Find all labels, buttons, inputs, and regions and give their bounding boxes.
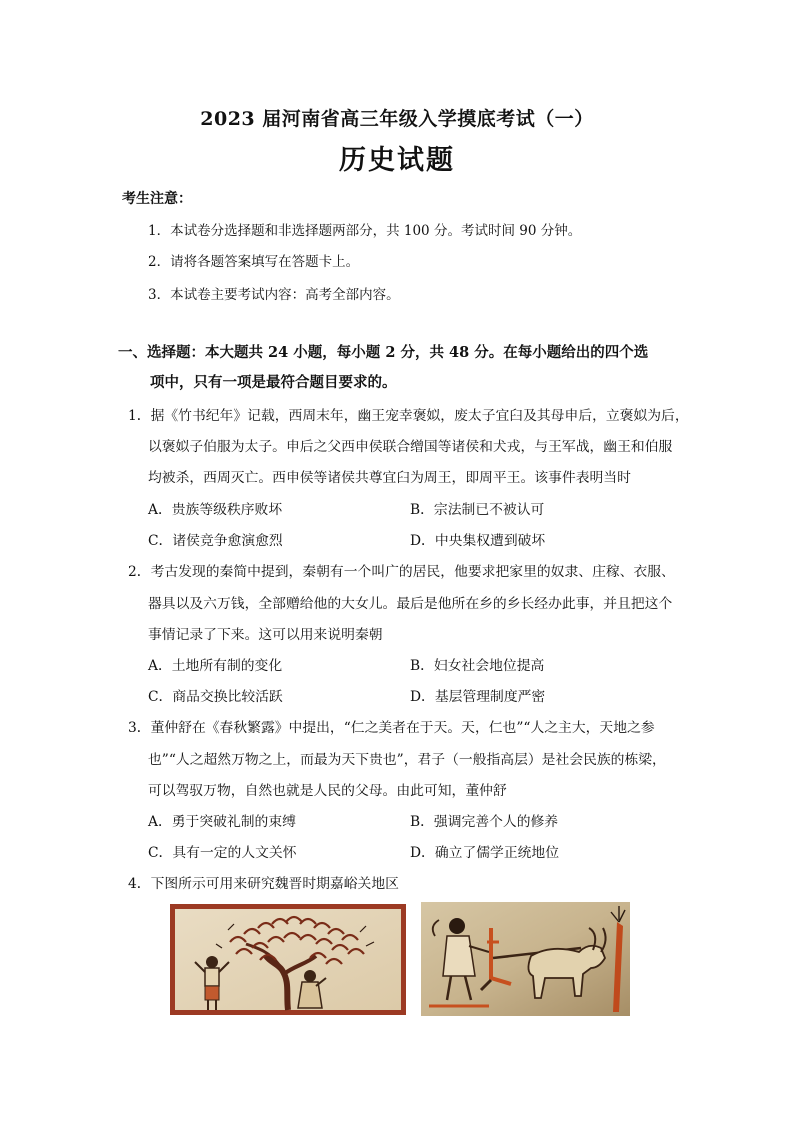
question-1-line: 1．据《竹书纪年》记载，西周末年，幽王宠幸褒姒，废太子宜臼及其母申后，立褒姒为后，: [128, 408, 689, 424]
question-3-line: 可以驾驭万物，自然也就是人民的父母。由此可知，董仲舒: [148, 783, 507, 799]
notice-item: 3．本试卷主要考试内容：高考全部内容。: [148, 287, 400, 303]
exam-title: 2023 届河南省高三年级入学摸底考试（一）: [200, 108, 594, 130]
section-heading: [118, 338, 698, 398]
mural-ox-plowing-image: [421, 902, 630, 1016]
section-heading-line: 一、选择题：本大题共 24 小题，每小题 2 分，共 48 分。在每小题给出的四个选: [118, 344, 649, 361]
question-3-option-c[interactable]: C．具有一定的人文关怀: [148, 845, 297, 861]
question-4-line: 4．下图所示可用来研究魏晋时期嘉峪关地区: [128, 876, 399, 892]
notice-item: 1．本试卷分选择题和非选择题两部分，共 100 分。考试时间 90 分钟。: [148, 223, 582, 239]
question-2-option-b[interactable]: B．妇女社会地位提高: [410, 658, 545, 674]
question-1-line: 均被杀，西周灭亡。西申侯等诸侯共尊宜臼为周王，即周平王。该事件表明当时: [148, 470, 631, 486]
question-2-line: 器具以及六万钱，全部赠给他的大女儿。最后是他所在乡的乡长经办此事，并且把这个: [148, 596, 673, 612]
notice-item: 2．请将各题答案填写在答题卡上。: [148, 254, 360, 270]
question-3-option-d[interactable]: D．确立了儒学正统地位: [410, 845, 560, 861]
question-1-option-d[interactable]: D．中央集权遭到破坏: [410, 533, 546, 549]
notice-heading: 考生注意：: [122, 191, 192, 207]
question-1-option-a[interactable]: A．贵族等级秩序败坏: [148, 502, 283, 518]
question-3-line: 3．董仲舒在《春秋繁露》中提出，“仁之美者在于天。天，仁也”“人之主大，天地之参: [128, 720, 655, 736]
question-3-option-a[interactable]: A．勇于突破礼制的束缚: [148, 814, 296, 830]
question-2-line: 事情记录了下来。这可以用来说明秦朝: [148, 627, 383, 643]
question-2-option-c[interactable]: C．商品交换比较活跃: [148, 689, 283, 705]
question-2-line: 2．考古发现的秦简中提到，秦朝有一个叫广的居民，他要求把家里的奴隶、庄稼、衣服、: [128, 564, 675, 580]
question-1-option-c[interactable]: C．诸侯竞争愈演愈烈: [148, 533, 283, 549]
question-1-line: 以褒姒子伯服为太子。申后之父西申侯联合缯国等诸侯和犬戎，与王军战，幽王和伯服: [148, 439, 673, 455]
mural-mulberry-picking-image: [170, 904, 406, 1015]
question-3-line: 也”“人之超然万物之上，而最为天下贵也”，君子（一般指高层）是社会民族的栋梁，: [148, 752, 666, 768]
question-1-option-b[interactable]: B．宗法制已不被认可: [410, 502, 545, 518]
question-2-option-a[interactable]: A．土地所有制的变化: [148, 658, 283, 674]
question-2-option-d[interactable]: D．基层管理制度严密: [410, 689, 546, 705]
section-heading-line: 项中，只有一项是最符合题目要求的。: [150, 374, 397, 391]
exam-subject-title: 历史试题: [339, 145, 455, 176]
question-3-option-b[interactable]: B．强调完善个人的修养: [410, 814, 559, 830]
